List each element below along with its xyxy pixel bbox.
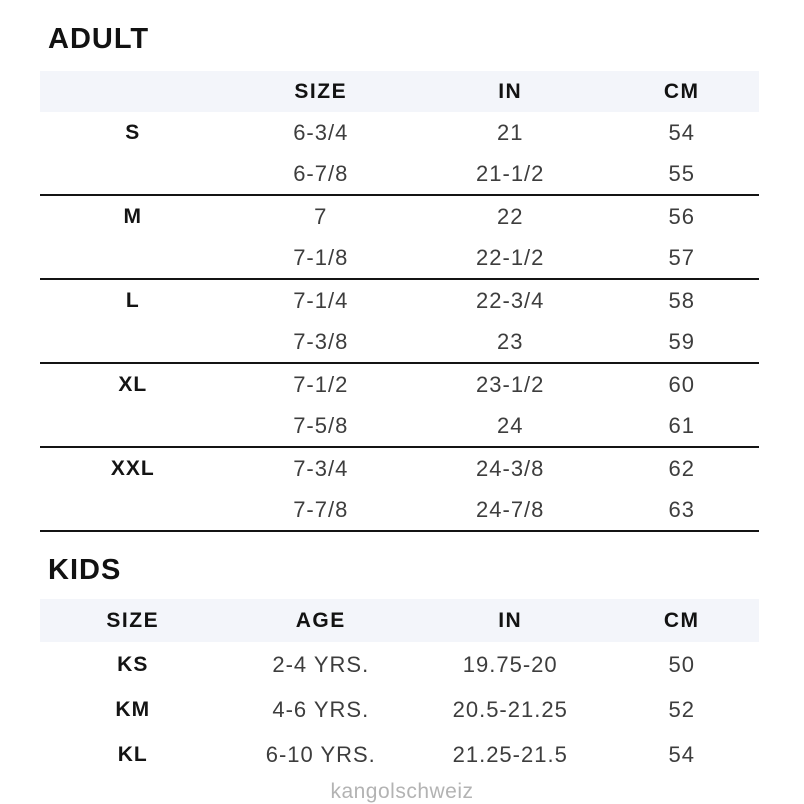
adult-size-group-xl [40,364,759,448]
inches-value: 20.5-21.25 [452,696,568,722]
inches-value: 23-1/2 [476,371,545,397]
hat-size-value: 6-3/4 [293,119,349,145]
kids-header-cm: CM [663,608,700,632]
kids-header-in: IN [498,608,523,632]
hat-size-value: 6-7/8 [293,160,349,186]
size-label: M [123,204,142,228]
hat-size-value: 7-7/8 [293,496,349,522]
adult-table-header-row [40,71,759,112]
hat-size-value: 7-1/8 [293,244,349,270]
inches-value: 22-3/4 [476,287,545,313]
age-value: 4-6 YRS. [272,696,370,722]
cm-value: 62 [668,455,695,481]
inches-value: 19.75-20 [462,651,558,677]
cm-value: 54 [668,741,695,767]
size-label: XL [118,372,148,396]
table-row [40,642,759,687]
cm-value: 50 [668,651,695,677]
table-row [40,237,759,278]
adult-size-group-xxl [40,448,759,532]
inches-value: 22-1/2 [476,244,545,270]
cm-value: 59 [668,328,695,354]
size-label: XXL [110,456,155,480]
cm-value: 55 [668,160,695,186]
kids-table-header-row [40,599,759,642]
table-row [40,732,759,777]
adult-header-in: IN [498,79,523,103]
inches-value: 24-3/8 [476,455,545,481]
inches-value: 21 [496,119,524,145]
size-label: KL [117,742,148,766]
cm-value: 60 [668,371,695,397]
table-row [40,112,759,153]
age-value: 2-4 YRS. [272,651,370,677]
inches-value: 21-1/2 [476,160,545,186]
hat-size-value: 7-5/8 [293,412,349,438]
adult-size-group-s [40,112,759,196]
inches-value: 21.25-21.5 [452,741,568,767]
kids-header-age: AGE [295,608,346,632]
inches-value: 23 [496,328,524,354]
hat-size-value: 7-1/2 [293,371,349,397]
inches-value: 22 [496,203,524,229]
adult-size-group-l [40,280,759,364]
inches-value: 24 [496,412,524,438]
cm-value: 58 [668,287,695,313]
table-row [40,153,759,194]
table-row [40,321,759,362]
table-row [40,489,759,530]
kids-section-title: KIDS [48,554,122,586]
size-label: KS [117,652,149,676]
table-row [40,687,759,732]
adult-section-title: ADULT [48,23,150,55]
adult-size-group-m [40,196,759,280]
cm-value: 63 [668,496,695,522]
kids-header-size: SIZE [106,608,160,632]
size-label: KM [115,697,151,721]
table-row [40,196,759,237]
table-row [40,405,759,446]
inches-value: 24-7/8 [476,496,545,522]
kids-size-table [40,599,759,777]
cm-value: 54 [668,119,695,145]
hat-size-value: 7-3/4 [293,455,349,481]
cm-value: 61 [668,412,695,438]
table-row [40,364,759,405]
age-value: 6-10 YRS. [265,741,376,767]
hat-size-value: 7-3/8 [293,328,349,354]
watermark-text: kangolschweiz [330,780,474,803]
adult-header-size: SIZE [294,79,348,103]
cm-value: 56 [668,203,695,229]
adult-size-table [40,71,759,532]
hat-size-value: 7-1/4 [293,287,349,313]
size-label: S [125,120,141,144]
hat-size-value: 7 [314,203,328,229]
table-row [40,448,759,489]
size-label: L [125,288,140,312]
table-row [40,280,759,321]
adult-header-cm: CM [663,79,700,103]
cm-value: 57 [668,244,695,270]
cm-value: 52 [668,696,695,722]
